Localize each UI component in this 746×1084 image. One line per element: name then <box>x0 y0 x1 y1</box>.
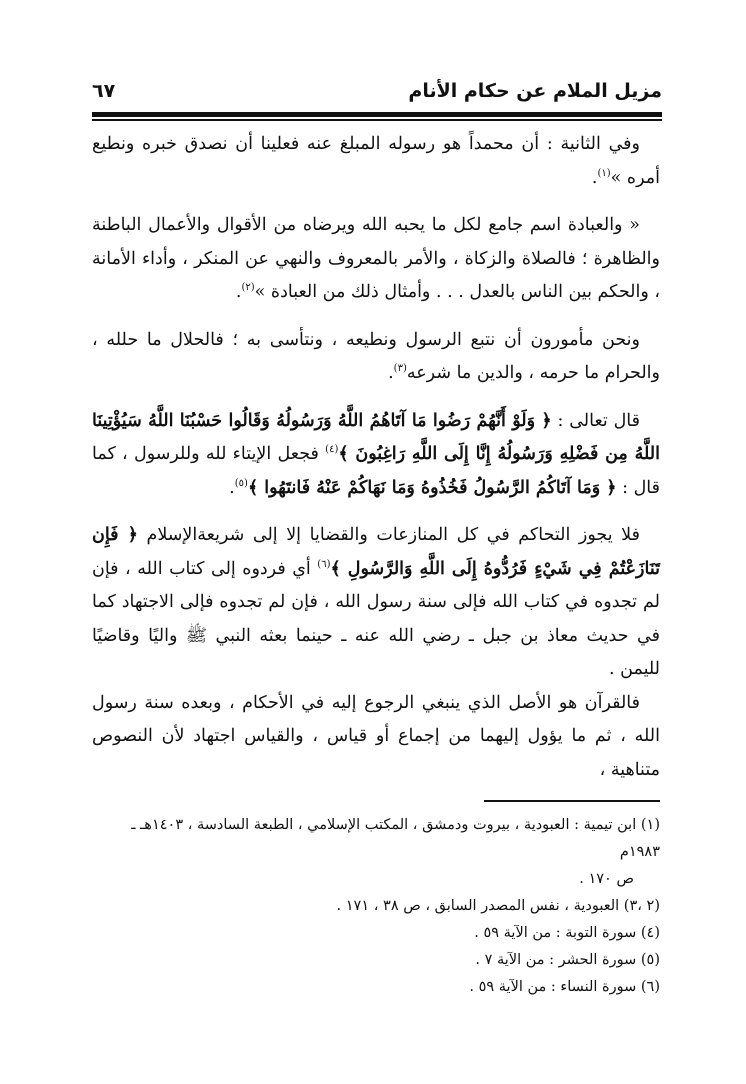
footnotes <box>92 812 660 1001</box>
paragraph-4: قال تعالى : ﴿ وَلَوْ أَنَّهُمْ رَضُوا مَا آتَاهُمُ اللَّهُ وَرَسُولُهُ وَقَالُوا حَسْبُنَا اللَّهُ سَيُؤْتِينَا اللَّهُ مِن فَضْلِهِ وَرَسُولُهُ إِنَّا إِلَى اللَّهِ رَاغِبُونَ ﴾$^{(٤)}$ فجعل الإيتاء لله وللرسول ، كما قال : ﴿ وَمَا آتَاكُمُ الرَّسُولُ فَخُذُوهُ وَمَا نَهَاكُمْ عَنْهُ فَانتَهُوا ﴾$^{(٥)}$. <box>92 410 660 498</box>
quran-verse: ﴿ وَلَوْ أَنَّهُمْ رَضُوا مَا آتَاهُمُ اللَّهُ وَرَسُولُهُ وَقَالُوا حَسْبُنَا اللَّهُ سَيُؤْتِينَا اللَّهُ مِن فَضْلِهِ وَرَسُولُهُ إِنَّا إِلَى اللَّهِ رَاغِبُونَ ﴾ <box>92 410 660 464</box>
book-title: مزيل الملام عن حكام الأنام <box>408 80 662 102</box>
footnote-separator <box>484 800 660 802</box>
header-rule-thick <box>92 112 662 117</box>
paragraph-2: « والعبادة اسم جامع لكل ما يحبه الله ويرضاه من الأقوال والأعمال الباطنة والظاهرة ؛ فالصلاة والزكاة ، والأمر بالمعروف والنهي عن المنكر ، وأداء الأمانة ، والحكم بين الناس بالعدل . . . وأمثال ذلك من العبادة »$^{(٢)}$. <box>92 215 660 302</box>
footnote: (٢ ،٣) العبودية ، نفس المصدر السابق ، ص ٣٨ ، ١٧١ . <box>336 898 660 914</box>
footnote-ref: (٢) <box>241 282 255 294</box>
footnote: (٦) سورة النساء : من الآية ٥٩ . <box>469 979 660 995</box>
paragraph-6: فالقرآن هو الأصل الذي ينبغي الرجوع إليه في الأحكام ، وبعده سنة رسول الله ، ثم ما يؤول إليهما من إجماع أو قياس ، والقياس اجتهاد لأن النصوص متناهية ، <box>92 692 660 780</box>
footnote: (٥) سورة الحشر : من الآية ٧ . <box>475 952 660 968</box>
page-number: ٦٧ <box>92 80 116 102</box>
quran-verse: ﴿ وَمَا آتَاكُمُ الرَّسُولُ فَخُذُوهُ وَمَا نَهَاكُمْ عَنْهُ فَانتَهُوا ﴾ <box>247 477 617 498</box>
footnote-ref: (١) <box>597 167 611 179</box>
quran-verse: ﴿ فَإِن تَنَازَعْتُمْ فِي شَيْءٍ فَرُدُّوهُ إِلَى اللَّهِ وَالرَّسُولِ ﴾ <box>92 525 660 579</box>
footnote: (٤) سورة التوبة : من الآية ٥٩ . <box>474 925 660 941</box>
footnote-ref: (٥) <box>234 477 248 489</box>
running-header <box>92 78 662 112</box>
paragraph-1: وفي الثانية : أن محمداً هو رسوله المبلغ عنه فعلينا أن نصدق خبره ونطيع أمره »$^{(١)}$. <box>92 134 660 188</box>
footnote-ref: (٦) <box>317 558 331 570</box>
paragraph-3: ونحن مأمورون أن نتبع الرسول ونطيعه ، ونتأسى به ؛ فالحلال ما حلله ، والحرام ما حرمه ، والدين ما شرعه$^{(٣)}$. <box>92 329 660 383</box>
footnote-ref: (٤) <box>325 444 339 456</box>
footnote: (١) ابن تيمية : العبودية ، بيروت ودمشق ، المكتب الإسلامي ، الطبعة السادسة ، ١٤٠٣هـ ـ ١٩٨٣م ص ١٧٠ . <box>131 817 660 887</box>
footnote-ref: (٣) <box>393 363 407 375</box>
main-text <box>92 128 660 787</box>
header-rule-thin <box>92 119 662 121</box>
paragraph-5: فلا يجوز التحاكم في كل المنازعات والقضايا إلا إلى شريعةالإسلام ﴿ فَإِن تَنَازَعْتُمْ فِي شَيْءٍ فَرُدُّوهُ إِلَى اللَّهِ وَالرَّسُولِ ﴾$^{(٦)}$ أي فردوه إلى كتاب الله ، فإن لم تجدوه في كتاب الله فإلى سنة رسول الله ، فإن لم تجدوه فإلى الاجتهاد كما في حديث معاذ بن جبل ـ رضي الله عنه ـ حينما بعثه النبي ﷺ واليًا وقاضيًا لليمن . <box>92 525 660 679</box>
